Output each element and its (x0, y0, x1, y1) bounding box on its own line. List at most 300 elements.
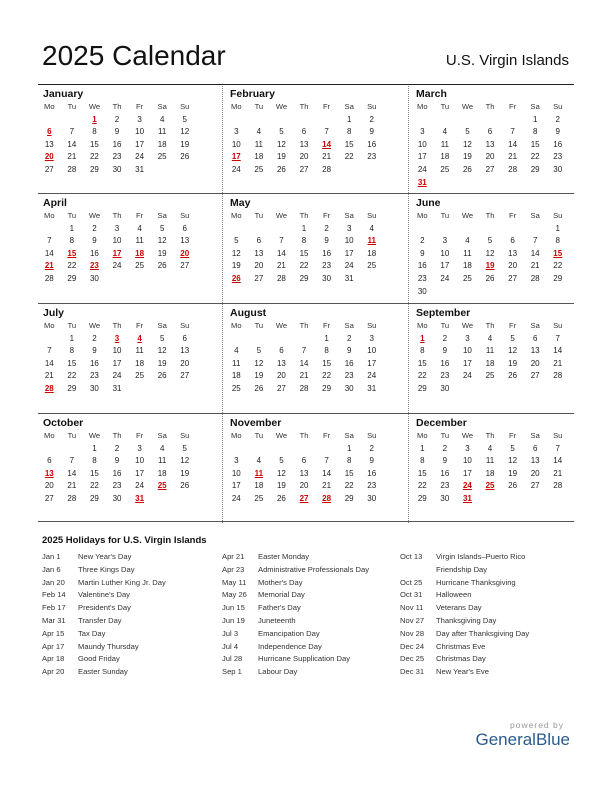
weekday-label: Fr (323, 431, 331, 440)
day-cell: 5 (510, 333, 515, 343)
day-cell (151, 383, 174, 396)
holiday-name: Day after Thanksgiving Day (436, 628, 530, 638)
weekday-header (225, 210, 383, 223)
day-cell: 20 (276, 371, 286, 381)
day-cell: 10 (112, 346, 122, 356)
day-cell: 21 (44, 371, 54, 381)
week-row (225, 114, 383, 127)
holiday-name: Hurricane Thanksgiving (436, 577, 516, 587)
week-row (38, 223, 196, 236)
day-cell: 23 (89, 371, 99, 381)
holiday-day: 23 (89, 261, 99, 271)
holiday-name: Martin Luther King Jr. Day (78, 577, 166, 587)
day-cell: 28 (44, 273, 54, 283)
weekday-label: Sa (157, 431, 167, 440)
holiday-name: Tax Day (78, 628, 106, 638)
day-cell: 18 (254, 152, 264, 162)
weekday-label: Sa (344, 211, 354, 220)
day-cell: 3 (369, 333, 374, 343)
day-cell: 19 (180, 139, 190, 149)
day-cell: 27 (44, 164, 54, 174)
day-cell: 13 (276, 358, 286, 368)
day-cell: 27 (530, 481, 540, 491)
month-april (38, 196, 196, 286)
holiday-day: 19 (485, 261, 495, 271)
holiday-day: 14 (322, 139, 332, 149)
day-cell: 8 (92, 456, 97, 466)
weekday-header (411, 210, 569, 223)
row-divider (38, 413, 574, 414)
week-row (225, 126, 383, 139)
week-row (225, 273, 383, 286)
day-cell: 10 (417, 139, 427, 149)
day-cell: 14 (508, 139, 518, 149)
day-cell: 26 (508, 481, 518, 491)
day-cell: 19 (508, 358, 518, 368)
day-cell: 1 (346, 114, 352, 124)
day-cell: 2 (442, 333, 448, 343)
day-cell (270, 114, 293, 127)
day-cell: 10 (135, 127, 145, 137)
holiday-day: 31 (417, 177, 427, 187)
weekday-label: Su (180, 321, 190, 330)
day-cell: 24 (231, 493, 241, 503)
holiday-item (400, 602, 580, 615)
day-cell: 23 (322, 261, 332, 271)
day-cell: 20 (299, 152, 309, 162)
week-row (411, 223, 569, 236)
day-cell: 20 (180, 358, 190, 368)
day-cell (524, 286, 547, 299)
day-cell: 29 (67, 383, 77, 393)
day-cell (173, 383, 196, 396)
holidays-title: 2025 Holidays for U.S. Virgin Islands (42, 535, 207, 546)
day-cell: 30 (440, 383, 450, 393)
week-row (38, 126, 196, 139)
day-cell: 15 (322, 358, 332, 368)
day-cell: 7 (324, 127, 329, 137)
day-cell (315, 443, 338, 456)
day-cell: 13 (254, 248, 264, 258)
weekday-label: We (88, 102, 101, 111)
month-december (411, 416, 569, 506)
day-cell: 9 (324, 236, 329, 246)
week-row (225, 493, 383, 506)
holiday-item (42, 653, 222, 666)
weekday-label: Sa (530, 102, 540, 111)
day-cell: 5 (487, 236, 493, 246)
day-cell: 8 (346, 456, 352, 466)
holiday-name: New Year's Eve (436, 667, 489, 677)
day-cell: 21 (322, 481, 332, 491)
week-row (225, 235, 383, 248)
week-row (38, 345, 196, 358)
day-cell: 6 (47, 456, 52, 466)
day-cell: 29 (89, 164, 99, 174)
weekday-label: Tu (440, 321, 450, 330)
day-cell: 17 (344, 248, 354, 258)
holiday-item (400, 551, 580, 564)
day-cell: 12 (485, 248, 495, 258)
day-cell: 10 (462, 456, 472, 466)
day-cell: 23 (344, 371, 354, 381)
day-cell: 6 (182, 333, 187, 343)
day-cell: 15 (67, 358, 77, 368)
holiday-name: Valentine's Day (78, 590, 130, 600)
day-cell: 9 (114, 127, 120, 137)
day-cell: 5 (465, 127, 470, 137)
day-cell: 2 (442, 443, 448, 453)
brand-name (475, 730, 570, 750)
holiday-date: Jul 4 (222, 641, 239, 651)
day-cell: 15 (89, 468, 99, 478)
day-cell: 3 (442, 236, 448, 246)
holiday-column (42, 551, 222, 679)
weekday-label: Th (299, 321, 309, 330)
day-cell: 7 (510, 127, 515, 137)
weekday-label: Su (180, 102, 190, 111)
weekday-label: Sa (344, 431, 354, 440)
weekday-label: Mo (231, 211, 242, 220)
holiday-date: Jun 19 (222, 615, 245, 625)
weekday-label: Sa (157, 211, 167, 220)
day-cell: 4 (256, 127, 262, 137)
day-cell (248, 443, 271, 456)
month-name: July (43, 307, 65, 319)
day-cell: 19 (276, 152, 286, 162)
week-row (38, 358, 196, 371)
day-cell: 10 (231, 139, 241, 149)
day-cell: 11 (158, 456, 167, 466)
day-cell: 14 (44, 248, 54, 258)
day-cell (225, 114, 248, 127)
weekday-label: Th (112, 211, 122, 220)
month-november (225, 416, 383, 506)
weekday-label: Fr (136, 211, 144, 220)
day-cell: 21 (553, 358, 563, 368)
day-cell: 16 (112, 139, 122, 149)
holiday-name: Father's Day (258, 603, 301, 613)
weekday-label: Fr (509, 431, 517, 440)
weekday-label: Mo (44, 102, 55, 111)
weekday-header (411, 320, 569, 333)
holiday-item (222, 551, 402, 564)
holiday-day: 20 (44, 152, 54, 162)
day-cell: 24 (112, 371, 122, 381)
day-cell: 27 (508, 273, 518, 283)
day-cell (501, 223, 524, 236)
weekday-label: Mo (44, 321, 55, 330)
day-cell: 13 (530, 346, 540, 356)
day-cell (479, 286, 502, 299)
day-cell: 27 (254, 273, 264, 283)
holiday-name: Memorial Day (258, 590, 305, 600)
day-cell: 29 (530, 164, 540, 174)
holiday-date: May 26 (222, 590, 247, 600)
week-row (225, 358, 383, 371)
month-name: September (416, 307, 471, 319)
week-row (225, 248, 383, 261)
day-cell (151, 164, 174, 177)
day-cell: 1 (92, 443, 97, 453)
day-cell: 11 (254, 139, 264, 149)
month-name: October (43, 417, 84, 429)
day-cell: 11 (463, 248, 472, 258)
weekday-label: Tu (67, 102, 77, 111)
weekday-label: Fr (323, 102, 331, 111)
day-cell (479, 383, 502, 396)
week-row (38, 443, 196, 456)
day-cell: 29 (417, 383, 427, 393)
weekday-label: Sa (157, 321, 167, 330)
day-cell: 13 (299, 468, 309, 478)
day-cell: 16 (344, 358, 354, 368)
holiday-item (42, 551, 222, 564)
holiday-date: Apr 17 (42, 641, 65, 651)
day-cell: 10 (440, 248, 450, 258)
day-cell: 22 (89, 481, 99, 491)
holiday-name: Maundy Thursday (78, 641, 139, 651)
holiday-date: Oct 25 (400, 577, 423, 587)
weekday-label: Th (485, 321, 495, 330)
day-cell: 9 (92, 236, 97, 246)
day-cell: 8 (69, 236, 75, 246)
day-cell: 13 (299, 139, 309, 149)
day-cell: 1 (420, 443, 425, 453)
day-cell: 24 (440, 273, 450, 283)
week-row (411, 333, 569, 346)
day-cell: 12 (180, 127, 190, 137)
week-row (411, 114, 569, 127)
week-row (38, 248, 196, 261)
day-cell: 5 (256, 346, 262, 356)
day-cell: 22 (417, 371, 427, 381)
day-cell: 5 (279, 127, 284, 137)
day-cell: 2 (92, 223, 97, 233)
holiday-day: 28 (44, 383, 54, 393)
day-cell: 6 (532, 443, 538, 453)
day-cell: 22 (530, 152, 540, 162)
day-cell: 8 (301, 236, 307, 246)
day-cell: 2 (92, 333, 97, 343)
day-cell: 9 (442, 456, 448, 466)
weekday-label: Th (485, 211, 495, 220)
header-divider (38, 84, 574, 85)
day-cell: 17 (112, 358, 122, 368)
month-january (38, 87, 196, 177)
day-cell (173, 493, 196, 506)
weekday-label: Su (367, 321, 377, 330)
day-cell: 12 (180, 456, 190, 466)
week-row (38, 139, 196, 152)
day-cell: 27 (44, 493, 54, 503)
day-cell: 4 (234, 346, 239, 356)
day-cell: 28 (322, 164, 332, 174)
day-cell: 7 (532, 236, 538, 246)
month-name: November (230, 417, 282, 429)
holiday-name: Friendship Day (436, 564, 488, 574)
day-cell: 30 (322, 273, 332, 283)
day-cell: 9 (420, 248, 425, 258)
week-row (38, 114, 196, 127)
day-cell (106, 273, 129, 286)
weekday-header (38, 320, 196, 333)
weekday-label: We (461, 211, 474, 220)
day-cell (501, 114, 524, 127)
day-cell: 23 (112, 481, 122, 491)
powered-by-text: powered by (510, 720, 564, 730)
month-september (411, 306, 569, 396)
day-cell: 21 (553, 468, 563, 478)
week-row (38, 235, 196, 248)
day-cell (173, 273, 196, 286)
weekday-label: Mo (417, 211, 428, 220)
day-cell: 30 (89, 273, 99, 283)
day-cell: 17 (135, 139, 145, 149)
day-cell: 26 (157, 261, 167, 271)
day-cell: 21 (67, 152, 77, 162)
day-cell: 10 (367, 346, 377, 356)
weekday-header (411, 430, 569, 443)
week-row (411, 455, 569, 468)
holiday-date: Jun 15 (222, 603, 245, 613)
holiday-day: 20 (180, 248, 190, 258)
day-cell: 25 (135, 371, 145, 381)
day-cell (546, 383, 569, 396)
day-cell: 4 (369, 223, 374, 233)
holiday-day: 21 (44, 261, 54, 271)
day-cell: 24 (135, 152, 145, 162)
week-row (38, 468, 196, 481)
weekday-label: Tu (440, 102, 450, 111)
holiday-item (400, 653, 580, 666)
day-cell: 12 (157, 346, 167, 356)
holiday-day: 13 (44, 468, 54, 478)
day-cell: 18 (135, 358, 145, 368)
weekday-label: Th (112, 431, 122, 440)
weekday-label: Sa (344, 321, 354, 330)
month-march (411, 87, 569, 189)
day-cell: 23 (553, 152, 563, 162)
day-cell: 11 (135, 346, 144, 356)
day-cell: 29 (299, 273, 309, 283)
day-cell: 21 (299, 371, 309, 381)
weekday-label: Th (299, 211, 309, 220)
day-cell: 12 (508, 346, 518, 356)
holiday-date: Jul 3 (222, 628, 239, 638)
weekday-label: Th (299, 431, 309, 440)
weekday-header (38, 430, 196, 443)
holiday-day: 18 (135, 248, 145, 258)
holiday-name: Veterans Day (436, 603, 482, 613)
day-cell: 18 (440, 152, 450, 162)
day-cell: 21 (530, 261, 540, 271)
day-cell: 14 (44, 358, 54, 368)
day-cell: 23 (367, 152, 377, 162)
holiday-date: Nov 27 (400, 615, 425, 625)
weekday-label: Su (367, 102, 377, 111)
day-cell: 9 (369, 127, 374, 137)
day-cell: 30 (112, 164, 122, 174)
day-cell (270, 223, 293, 236)
holiday-name: Juneteenth (258, 615, 296, 625)
week-row (38, 164, 196, 177)
day-cell: 21 (508, 152, 518, 162)
day-cell: 6 (279, 346, 284, 356)
weekday-label: We (461, 102, 474, 111)
day-cell: 12 (157, 236, 167, 246)
weekday-label: Sa (530, 321, 540, 330)
day-cell: 14 (553, 346, 563, 356)
holiday-item (400, 589, 580, 602)
day-cell: 17 (135, 468, 145, 478)
holiday-day: 27 (299, 493, 309, 503)
day-cell: 9 (442, 346, 448, 356)
day-cell: 1 (346, 443, 352, 453)
week-row (411, 273, 569, 286)
weekday-header (38, 101, 196, 114)
day-cell: 14 (322, 468, 332, 478)
day-cell: 24 (231, 164, 241, 174)
week-row (411, 468, 569, 481)
holiday-date: Jan 20 (42, 577, 65, 587)
day-cell (546, 177, 569, 190)
month-october (38, 416, 196, 506)
month-name: August (230, 307, 267, 319)
holiday-day: 24 (462, 481, 472, 491)
day-cell: 6 (532, 333, 538, 343)
weekday-label: Su (180, 211, 190, 220)
day-cell: 15 (530, 139, 540, 149)
weekday-header (411, 101, 569, 114)
day-cell: 25 (440, 164, 450, 174)
day-cell: 6 (510, 236, 515, 246)
holiday-date: Apr 21 (222, 552, 245, 561)
holiday-name: Mother's Day (258, 577, 303, 587)
day-cell (225, 333, 248, 346)
day-cell: 6 (487, 127, 493, 137)
month-name: May (230, 197, 251, 209)
day-cell: 3 (465, 443, 470, 453)
day-cell: 18 (485, 358, 495, 368)
day-cell (524, 177, 547, 190)
day-cell: 28 (553, 481, 563, 491)
day-cell: 2 (555, 114, 560, 124)
day-cell: 12 (254, 358, 264, 368)
day-cell: 14 (67, 468, 77, 478)
day-cell: 11 (135, 236, 144, 246)
day-cell (225, 223, 248, 236)
day-cell (38, 223, 61, 236)
day-cell: 28 (299, 383, 309, 393)
weekday-label: Fr (509, 211, 517, 220)
day-cell: 1 (69, 223, 75, 233)
day-cell: 23 (367, 481, 377, 491)
day-cell: 7 (555, 443, 560, 453)
day-cell: 9 (346, 346, 352, 356)
weekday-label: Fr (323, 211, 331, 220)
week-row (411, 493, 569, 506)
day-cell (434, 177, 457, 190)
day-cell: 16 (440, 358, 450, 368)
day-cell: 9 (369, 456, 374, 466)
day-cell: 15 (344, 468, 354, 478)
day-cell: 8 (69, 346, 75, 356)
day-cell: 18 (254, 481, 264, 491)
day-cell: 22 (344, 152, 354, 162)
day-cell: 13 (180, 346, 190, 356)
weekday-label: We (88, 211, 101, 220)
